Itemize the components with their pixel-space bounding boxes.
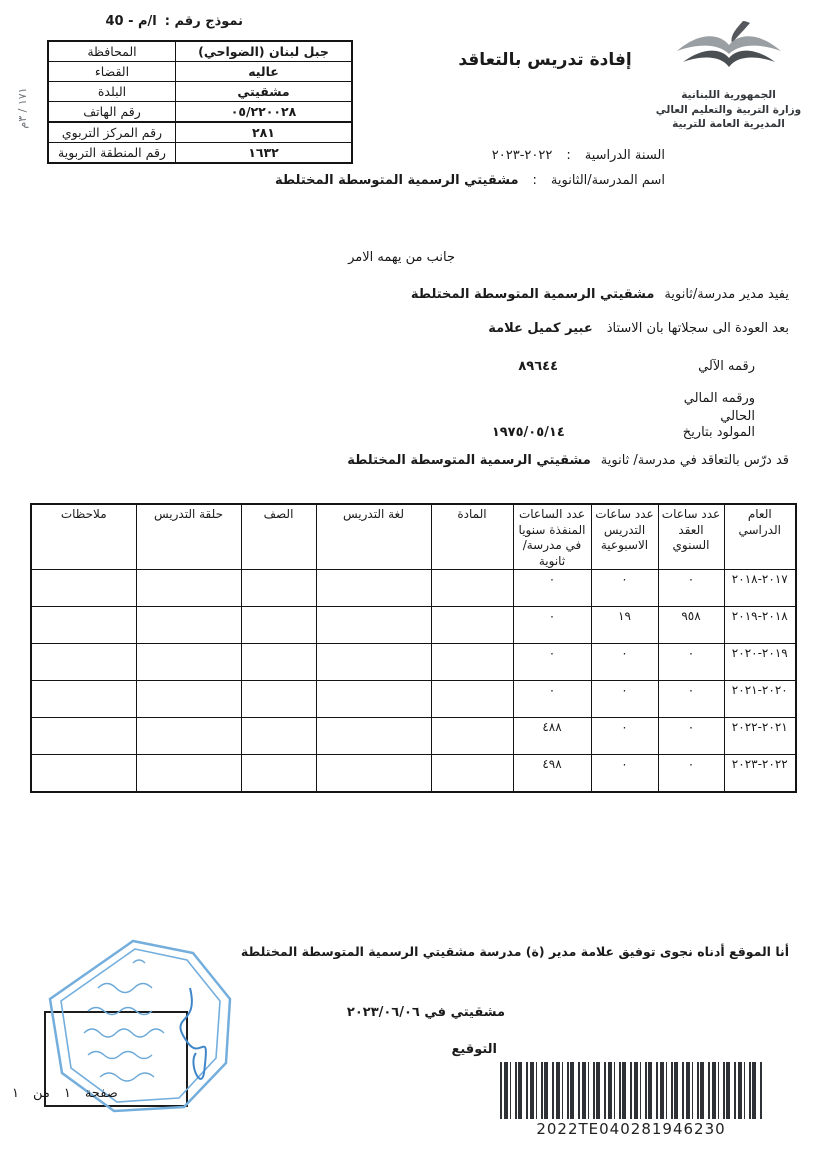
cell-notes <box>31 644 136 681</box>
cell-executed: ٤٩٨ <box>513 755 591 793</box>
signature-label: التوقيع <box>451 1042 497 1057</box>
table-row <box>48 62 352 82</box>
colon-separator: : <box>532 173 537 188</box>
cell-executed: ٤٨٨ <box>513 718 591 755</box>
header-class: الصف <box>241 504 316 570</box>
cell-grade <box>241 718 316 755</box>
cell-year: ٢٠١٩-٢٠٢٠ <box>724 644 796 681</box>
cell-subject <box>431 755 513 793</box>
teaching-hours-table <box>30 503 797 793</box>
table-row <box>48 143 352 164</box>
cell-notes <box>31 755 136 793</box>
page-word: صفحة <box>84 1086 118 1101</box>
header-notes: ملاحظات <box>31 504 136 570</box>
header-academic-year: العام الدراسي <box>724 504 796 570</box>
field-certifies-director <box>411 286 789 304</box>
cell-executed: ٠ <box>513 644 591 681</box>
cell-notes <box>31 718 136 755</box>
cell-cycle <box>136 718 241 755</box>
governorate-value: جبل لبنان (الضواحي) <box>176 41 353 62</box>
cell-executed: ٠ <box>513 607 591 644</box>
cell-annual: ٠ <box>658 644 724 681</box>
cell-weekly: ٠ <box>591 718 658 755</box>
cell-year: ٢٠١٧-٢٠١٨ <box>724 570 796 607</box>
header-executed-hours: عدد الساعات المنفذة سنويا في مدرسة/ثانوية <box>513 504 591 570</box>
cell-cycle <box>136 570 241 607</box>
field-value: مشقيتي الرسمية المتوسطة المختلطة <box>410 287 655 302</box>
colon-separator: : <box>566 148 571 163</box>
cell-grade <box>241 681 316 718</box>
form-number-value: ا/م - 40 <box>105 14 157 29</box>
field-value: ١٩٧٥/٠٥/١٤ <box>491 425 565 440</box>
academic-year-value: ٢٠٢٢-٢٠٢٣ <box>491 148 553 163</box>
cell-year: ٢٠٢٠-٢٠٢١ <box>724 681 796 718</box>
cell-language <box>316 681 431 718</box>
field-label: ورقمه المالي الحالي <box>683 391 755 424</box>
field-financial-number <box>671 390 755 425</box>
header-subject: المادة <box>431 504 513 570</box>
table-row <box>48 122 352 143</box>
header-weekly-teaching-hours: عدد ساعات التدريس الاسبوعية <box>591 504 658 570</box>
cell-language <box>316 755 431 793</box>
field-label: قد درّس بالتعاقد في مدرسة/ ثانوية <box>600 453 789 468</box>
field-label: بعد العودة الى سجلاتها بان الاستاذ <box>606 321 789 336</box>
table-row <box>31 755 796 793</box>
logo-line-republic: الجمهورية اللبنانية <box>681 89 776 101</box>
cell-executed: ٠ <box>513 681 591 718</box>
academic-year-row <box>492 148 665 163</box>
cell-weekly: ٠ <box>591 570 658 607</box>
cell-subject <box>431 644 513 681</box>
district-value: عاليه <box>176 62 353 82</box>
academic-year-label: السنة الدراسية <box>584 148 665 163</box>
cell-grade <box>241 607 316 644</box>
cell-executed: ٠ <box>513 570 591 607</box>
page-current: ١ <box>63 1086 71 1101</box>
school-name-value: مشقيتي الرسمية المتوسطة المختلطة <box>274 173 519 188</box>
header-annual-contract-hours: عدد ساعات العقد السنوي <box>658 504 724 570</box>
field-label: رقمه الآلي <box>698 359 755 374</box>
cell-annual: ٠ <box>658 570 724 607</box>
ministry-logo <box>646 20 811 132</box>
edu-center-number-label: رقم المركز التربوي <box>48 122 176 143</box>
table-row <box>31 644 796 681</box>
cell-cycle <box>136 681 241 718</box>
cell-year: ٢٠٢٢-٢٠٢٣ <box>724 755 796 793</box>
table-row <box>31 681 796 718</box>
town-label: البلدة <box>48 82 176 102</box>
cell-grade <box>241 570 316 607</box>
logo-line-ministry: وزارة التربية والتعليم العالي <box>655 103 802 116</box>
cell-annual: ٠ <box>658 755 724 793</box>
cell-weekly: ١٩ <box>591 607 658 644</box>
page-of-word: من <box>32 1086 50 1101</box>
field-label: يفيد مدير مدرسة/ثانوية <box>664 287 789 302</box>
side-annotation-handwriting: ١٧١ / ٣م <box>16 87 29 129</box>
page-title: إفادة تدريس بالتعاقد <box>458 50 632 70</box>
cell-year: ٢٠٢١-٢٠٢٢ <box>724 718 796 755</box>
cell-weekly: ٠ <box>591 644 658 681</box>
table-row <box>31 570 796 607</box>
octagonal-stamp-icon <box>38 1108 253 1127</box>
cell-notes <box>31 607 136 644</box>
barcode <box>500 1062 762 1138</box>
logo-line-directorate: المديرية العامة للتربية <box>672 118 785 131</box>
cell-language <box>316 644 431 681</box>
form-number <box>93 14 243 29</box>
cell-subject <box>431 607 513 644</box>
table-row <box>48 41 352 62</box>
signature-statement: أنا الموقع أدناه نجوى توفيق علامة مدير (ة) مدرسة مشقيتي الرسمية المتوسطة المختلطة <box>240 944 789 959</box>
page-total: ١ <box>12 1086 19 1101</box>
phone-label: رقم الهاتف <box>48 102 176 123</box>
field-value: عبير كميل علامة <box>488 321 593 336</box>
cell-subject <box>431 718 513 755</box>
town-value: مشقيتي <box>176 82 353 102</box>
table-row <box>48 82 352 102</box>
edu-center-number-value: ٢٨١ <box>176 122 353 143</box>
field-birth-date <box>492 424 755 442</box>
cell-annual: ٠ <box>658 681 724 718</box>
header-teaching-language: لغة التدريس <box>316 504 431 570</box>
field-computer-number <box>518 358 755 376</box>
table-header-row <box>31 504 796 570</box>
field-value: ٨٩٦٤٤ <box>518 359 559 374</box>
cell-notes <box>31 681 136 718</box>
field-label: المولود بتاريخ <box>682 425 755 440</box>
district-label: القضاء <box>48 62 176 82</box>
region-info-table <box>47 40 353 164</box>
barcode-bars-icon <box>500 1062 762 1119</box>
barcode-text: 2022TE040281946230 <box>536 1120 726 1138</box>
cell-notes <box>31 570 136 607</box>
field-after-records-teacher <box>488 320 789 338</box>
page-indicator <box>12 1086 118 1101</box>
cell-weekly: ٠ <box>591 755 658 793</box>
cell-language <box>316 607 431 644</box>
cell-grade <box>241 644 316 681</box>
table-row <box>48 102 352 123</box>
table-row <box>31 718 796 755</box>
cell-cycle <box>136 755 241 793</box>
cell-subject <box>431 570 513 607</box>
salutation: جانب من يهمه الامر <box>348 250 455 265</box>
school-name-row <box>275 173 665 188</box>
cell-grade <box>241 755 316 793</box>
table-row <box>31 607 796 644</box>
field-taught-by-contract <box>347 452 789 470</box>
cell-cycle <box>136 644 241 681</box>
cell-year: ٢٠١٨-٢٠١٩ <box>724 607 796 644</box>
cell-language <box>316 570 431 607</box>
school-name-label: اسم المدرسة/الثانوية <box>550 173 665 188</box>
governorate-label: المحافظة <box>48 41 176 62</box>
open-book-logo-icon <box>669 67 789 86</box>
cell-subject <box>431 681 513 718</box>
header-teaching-cycle: حلقة التدريس <box>136 504 241 570</box>
cell-weekly: ٠ <box>591 681 658 718</box>
field-value: مشقيتي الرسمية المتوسطة المختلطة <box>347 453 591 468</box>
edu-zone-number-label: رقم المنطقة التربوية <box>48 143 176 164</box>
place-date: مشقيتي في ٢٠٢٣/٠٦/٠٦ <box>346 1005 505 1020</box>
cell-cycle <box>136 607 241 644</box>
edu-zone-number-value: ١٦٣٢ <box>176 143 353 164</box>
cell-annual: ٠ <box>658 718 724 755</box>
form-number-label: نموذج رقم : <box>164 14 243 29</box>
cell-language <box>316 718 431 755</box>
cell-annual: ٩٥٨ <box>658 607 724 644</box>
phone-value: ٠٥/٢٢٠٠٢٨ <box>176 102 353 123</box>
